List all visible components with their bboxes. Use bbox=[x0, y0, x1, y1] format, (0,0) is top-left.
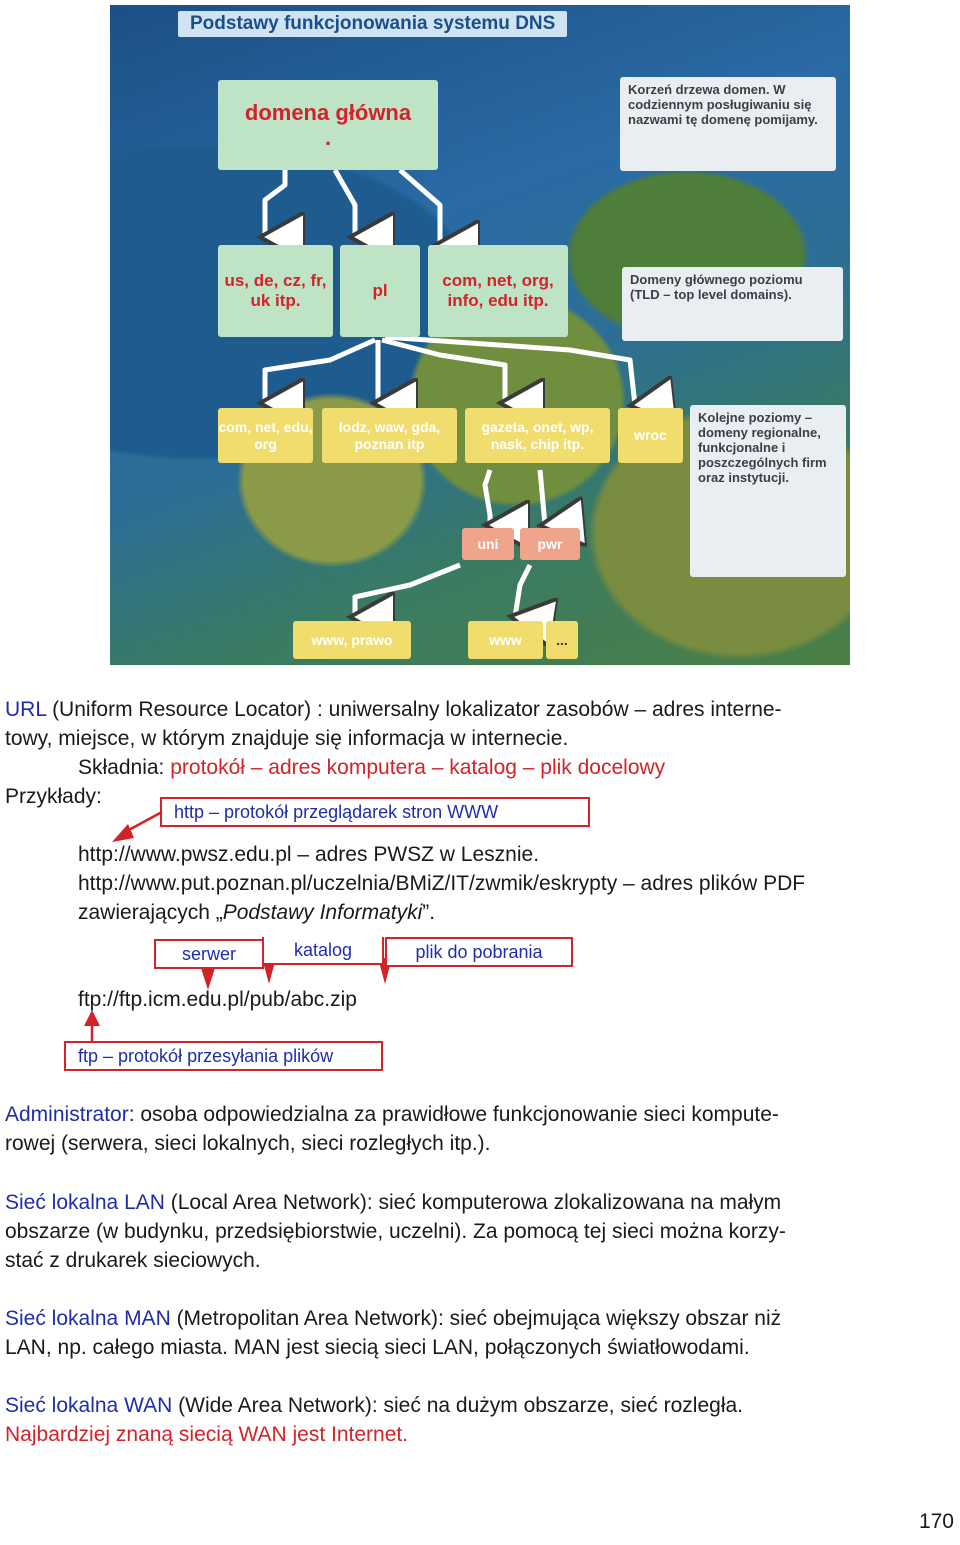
lan-line-1 bbox=[5, 1188, 957, 1217]
ftp-example-url: ftp://ftp.icm.edu.pl/pub/abc.zip bbox=[78, 988, 357, 1011]
host-box-1: www, prawo bbox=[293, 621, 411, 659]
second-level-box-3: gazeta, onet, wp, nask, chip itp. bbox=[465, 408, 610, 463]
second-level-box-1: com, net, edu, org bbox=[218, 408, 313, 463]
tld-note: Domeny głównego poziomu (TLD – top level domains). bbox=[622, 267, 843, 341]
admin-text-1: : osoba odpowiedzialna za prawidłowe funkcjonowanie sieci kompute- bbox=[128, 1103, 779, 1126]
url-definition-line-2: towy, miejsce, w którym znajduje się informacja w internecie. bbox=[5, 727, 569, 750]
wan-line-2: Najbardziej znaną siecią WAN jest Internet. bbox=[5, 1423, 409, 1446]
examples-label: Przykłady: bbox=[5, 785, 102, 808]
admin-term: Administrator bbox=[5, 1103, 129, 1126]
ftp-protocol-label: ftp – protokół przesyłania plików bbox=[64, 1041, 383, 1071]
example-3-suffix: ”. bbox=[422, 901, 436, 924]
lan-line-3: stać z drukarek sieciowych. bbox=[5, 1249, 261, 1272]
tld-box-generic: com, net, org, info, edu itp. bbox=[428, 245, 568, 337]
root-domain-dot: . bbox=[324, 125, 332, 150]
root-domain-label: domena główna bbox=[244, 99, 412, 125]
katalog-label: katalog bbox=[262, 937, 384, 965]
url-syntax-label: Składnia: bbox=[78, 756, 171, 779]
serwer-label: serwer bbox=[154, 939, 264, 969]
second-level-box-wroc: wroc bbox=[618, 408, 683, 463]
second-level-box-2: lodz, waw, gda, poznan itp bbox=[322, 408, 457, 463]
example-url-2: http://www.put.poznan.pl/uczelnia/BMiZ/IT/zwmik/eskrypty – adres plików PDF bbox=[78, 872, 806, 895]
tld-box-country: us, de, cz, fr, uk itp. bbox=[218, 245, 333, 337]
admin-line-2: rowej (serwera, sieci lokalnych, sieci rozległych itp.). bbox=[5, 1132, 491, 1155]
url-syntax-value: protokół – adres komputera – katalog – plik docelowy bbox=[170, 756, 666, 779]
regional-note: Kolejne poziomy – domeny regionalne, funkcjonalne i poszczególnych firm oraz instytucji. bbox=[690, 405, 846, 577]
host-box-more: ... bbox=[546, 621, 578, 659]
figure-title: Podstawy funkcjonowania systemu DNS bbox=[178, 11, 567, 37]
plik-label: plik do pobrania bbox=[385, 937, 573, 967]
man-line-2: LAN, np. całego miasta. MAN jest siecią sieci LAN, połączonych światłowodami. bbox=[5, 1336, 750, 1359]
man-text-1: (Metropolitan Area Network): sieć obejmująca większy obszar niż bbox=[170, 1307, 782, 1330]
example-3-prefix: zawierających „ bbox=[78, 901, 223, 924]
man-term: Sieć lokalna MAN bbox=[5, 1307, 171, 1330]
lan-text-1: (Local Area Network): sieć komputerowa zlokalizowana na małym bbox=[164, 1191, 782, 1214]
lan-term: Sieć lokalna LAN bbox=[5, 1191, 165, 1214]
third-level-box-uni: uni bbox=[462, 528, 514, 560]
lan-line-2: obszarze (w budynku, przedsiębiorstwie, uczelni). Za pomocą tej sieci można korzy- bbox=[5, 1220, 786, 1243]
page-number: 170 bbox=[918, 1510, 954, 1533]
example-url-1: http://www.pwsz.edu.pl – adres PWSZ w Lesznie. bbox=[78, 843, 540, 866]
url-term: URL bbox=[5, 698, 47, 721]
example-3-title: Podstawy Informatyki bbox=[222, 901, 423, 924]
http-protocol-label: http – protokół przeglądarek stron WWW bbox=[160, 797, 590, 827]
host-box-2: www bbox=[468, 621, 543, 659]
url-definition-text-1: (Uniform Resource Locator) : uniwersalny lokalizator zasobów – adres interne- bbox=[46, 698, 782, 721]
example-url-3 bbox=[78, 898, 960, 927]
wan-term: Sieć lokalna WAN bbox=[5, 1394, 173, 1417]
tld-box-pl: pl bbox=[340, 245, 420, 337]
man-line-1 bbox=[5, 1304, 957, 1333]
admin-line-1 bbox=[5, 1100, 957, 1129]
wan-text-1: (Wide Area Network): sieć na dużym obszarze, sieć rozległa. bbox=[172, 1394, 744, 1417]
root-domain-note: Korzeń drzewa domen. W codziennym posługiwaniu się nazwami tę domenę pomijamy. bbox=[620, 77, 836, 171]
third-level-box-pwr: pwr bbox=[520, 528, 580, 560]
wan-line-1 bbox=[5, 1391, 957, 1420]
